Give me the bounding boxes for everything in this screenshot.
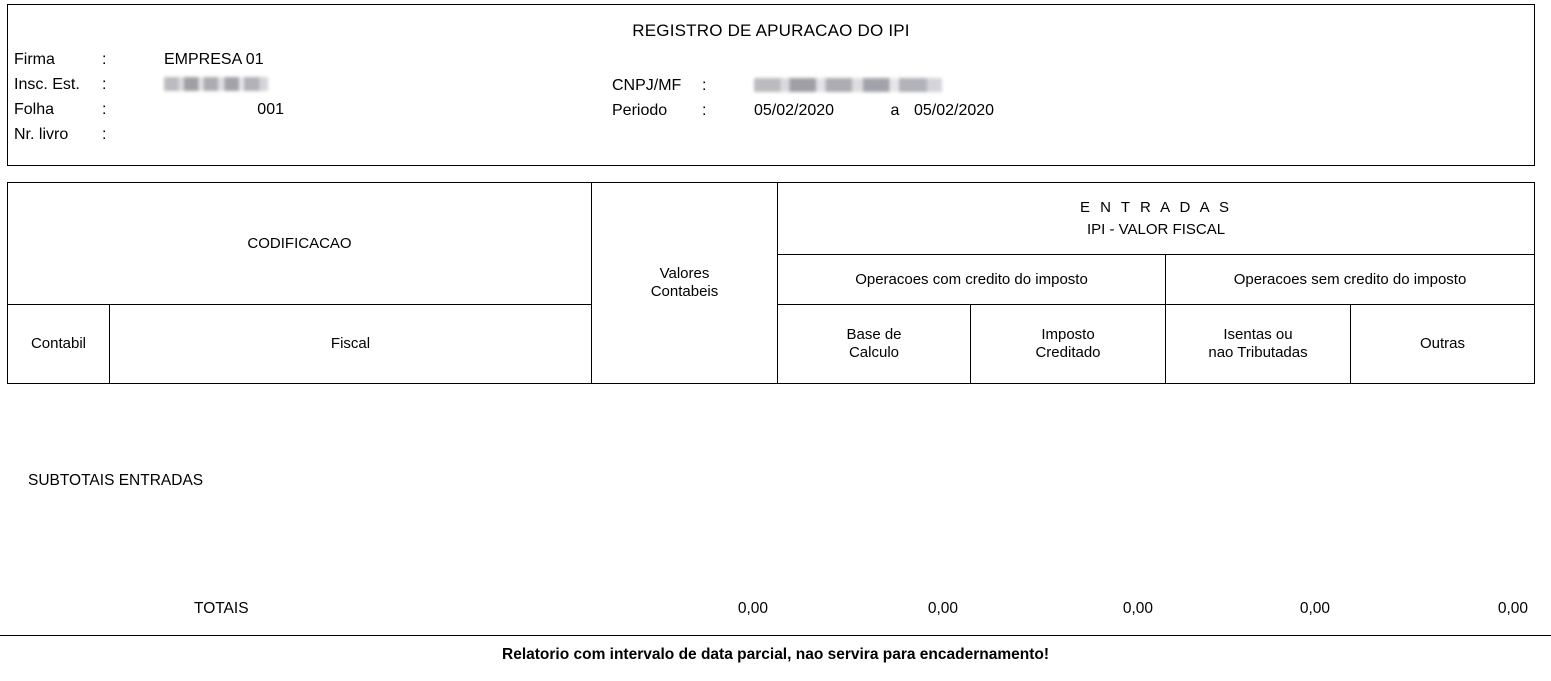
column-header-valores-contabeis-text (651, 265, 719, 301)
header-value-periodo-from: 05/02/2020 (754, 102, 835, 119)
row-label-totais: TOTAIS (194, 600, 249, 617)
column-header-valores-contabeis-line1: Valores (659, 265, 710, 282)
header-label-periodo: Periodo (612, 102, 668, 119)
column-group-sem-credito-label: Operacoes sem credito do imposto (1233, 270, 1467, 288)
header-field-firma (14, 47, 284, 72)
header-colon-firma: : (102, 51, 107, 68)
header-periodo-separator: a (890, 102, 900, 119)
page-title: REGISTRO DE APURACAO DO IPI (632, 21, 910, 40)
row-label-subtotais-entradas: SUBTOTAIS ENTRADAS (28, 472, 204, 489)
column-header-isentas-line1: Isentas ou (1223, 326, 1293, 343)
column-header-isentas (1165, 304, 1351, 384)
column-header-base-calculo-line1: Base de (846, 326, 902, 343)
column-group-com-credito (777, 254, 1166, 305)
column-group-com-credito-label: Operacoes com credito do imposto (855, 270, 1088, 288)
column-group-entradas-text (1080, 197, 1232, 241)
footer-divider (0, 635, 1551, 636)
header-field-periodo (612, 98, 994, 123)
header-field-nr-livro (14, 122, 284, 147)
column-group-sem-credito (1165, 254, 1535, 305)
column-group-codificacao (7, 182, 592, 305)
column-group-entradas-line1: E N T R A D A S (1080, 198, 1232, 216)
report-header-box (7, 4, 1535, 166)
header-colon-folha: : (102, 101, 107, 118)
column-header-imposto-creditado (970, 304, 1166, 384)
header-value-firma: EMPRESA 01 (164, 51, 264, 68)
totais-value-outras: 0,00 (1497, 600, 1528, 617)
column-group-codificacao-label: CODIFICACAO (247, 234, 352, 252)
column-header-base-calculo (777, 304, 971, 384)
column-header-base-calculo-line2: Calculo (848, 344, 899, 361)
totais-value-base-calculo: 0,00 (927, 600, 958, 617)
column-header-imposto-creditado-text (1035, 326, 1100, 362)
column-header-fiscal-label: Fiscal (330, 335, 371, 352)
column-header-base-calculo-text (846, 326, 901, 362)
header-colon-insc-est: : (102, 76, 107, 93)
column-header-contabil-label: Contabil (30, 335, 87, 352)
header-value-folha: 001 (257, 101, 284, 118)
header-value-insc-est-redacted (164, 77, 268, 91)
column-header-valores-contabeis-line2: Contabeis (650, 283, 719, 300)
column-header-isentas-line2: nao Tributadas (1208, 344, 1308, 361)
header-label-cnpj: CNPJ/MF (612, 77, 682, 94)
totais-value-imposto-creditado: 0,00 (1122, 600, 1153, 617)
column-header-imposto-creditado-line2: Creditado (1035, 344, 1101, 361)
header-colon-periodo: : (702, 102, 707, 119)
totais-value-isentas: 0,00 (1299, 600, 1330, 617)
header-value-periodo-to: 05/02/2020 (914, 102, 995, 119)
column-header-imposto-creditado-line1: Imposto (1041, 326, 1095, 343)
header-field-cnpj (612, 73, 994, 98)
header-label-nr-livro: Nr. livro (14, 126, 69, 143)
column-header-contabil (7, 304, 110, 384)
column-header-isentas-text (1208, 326, 1307, 362)
table-header-grid (7, 182, 1535, 384)
column-group-entradas (777, 182, 1535, 255)
header-colon-nr-livro: : (102, 126, 107, 143)
column-header-valores-contabeis (591, 182, 778, 384)
column-header-outras (1350, 304, 1535, 384)
header-left-fields (14, 47, 284, 147)
column-group-entradas-line2: IPI - VALOR FISCAL (1086, 220, 1226, 238)
header-field-folha (14, 97, 284, 122)
header-value-cnpj-redacted (754, 78, 942, 92)
column-header-fiscal (109, 304, 592, 384)
header-field-insc-est (14, 72, 284, 97)
column-header-outras-label: Outras (1419, 335, 1465, 352)
header-label-insc-est: Insc. Est. (14, 76, 80, 93)
totais-value-valores-contabeis: 0,00 (737, 600, 768, 617)
header-right-fields (612, 73, 994, 123)
header-label-folha: Folha (14, 101, 55, 118)
footer-note: Relatorio com intervalo de data parcial, nao servira para encadernamento! (502, 646, 1049, 663)
header-colon-cnpj: : (702, 77, 707, 94)
header-label-firma: Firma (14, 51, 55, 68)
